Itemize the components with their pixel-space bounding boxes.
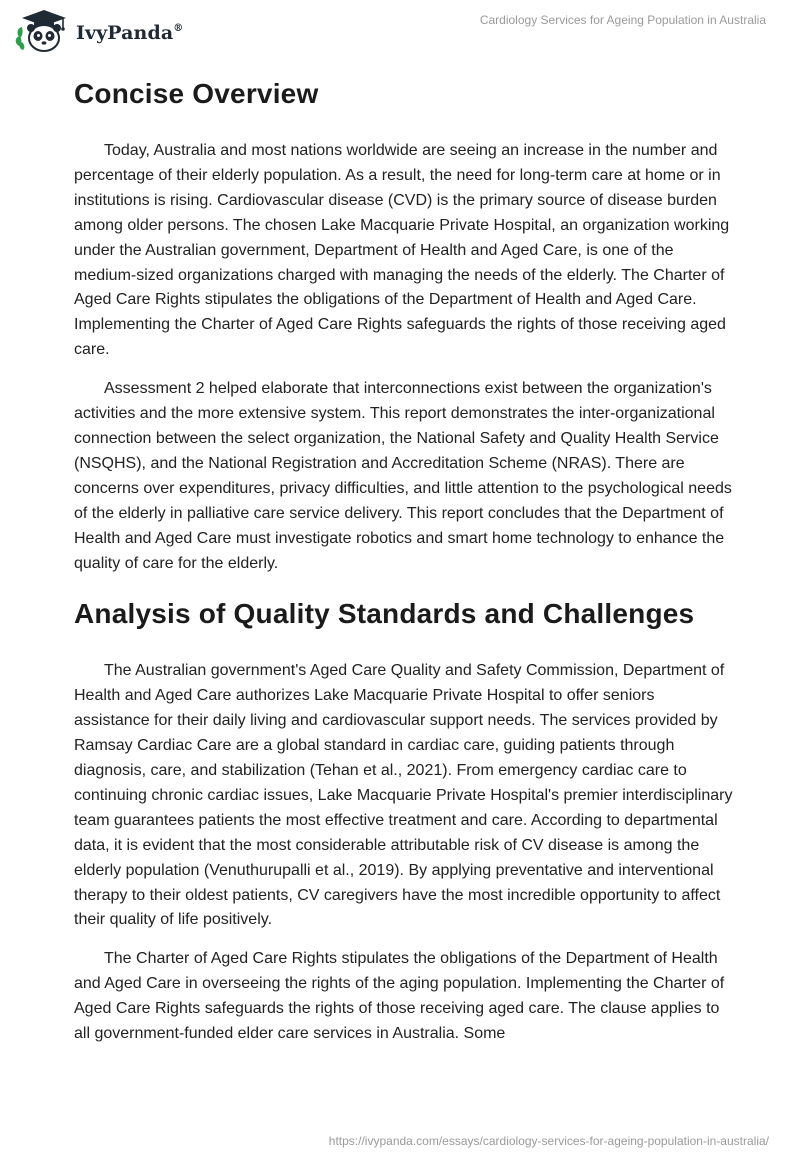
paragraph: Assessment 2 helped elaborate that interconnections exist between the organization's activities and the more extensive system. This report demonstrates the inter-organizational connection between the select organization, the National Safety and Quality Health Service (NSQHS), and the National Registration and Accreditation Scheme (NRAS). There are concerns over expenditures, privacy difficulties, and little attention to the psychological needs of the elderly in palliative care service delivery. This report concludes that the Department of Health and Aged Care must investigate robotics and smart home technology to enhance the quality of care for the elderly.	[74, 380, 732, 572]
paragraph: The Charter of Aged Care Rights stipulates the obligations of the Department of Health and Aged Care in overseeing the rights of the aging population. Implementing the Charter of Aged Care Rights safeguards the rights of those receiving aged care. The clause applies to all government-funded elder care services in Australia. Some	[74, 950, 725, 1043]
panda-graduate-icon	[14, 8, 70, 54]
paragraph: Today, Australia and most nations worldwide are seeing an increase in the number and percentage of their elderly population. As a result, the need for long-term care at home or in institutions is rising. Cardiovascular disease (CVD) is the primary source of disease burden among older persons. The chosen Lake Macquarie Private Hospital, an organization working under the Australian government, Department of Health and Aged Care, is one of the medium-sized organizations charged with managing the needs of the elderly. The Charter of Aged Care Rights stipulates the obligations of the Department of Health and Aged Care. Implementing the Charter of Aged Care Rights safeguards the rights of those receiving aged care.	[74, 142, 730, 359]
section-heading: Concise Overview	[74, 78, 319, 109]
brand-name: IvyPanda®	[76, 22, 184, 44]
source-url[interactable]: https://ivypanda.com/essays/cardiology-services-for-ageing-population-in-australia/	[328, 1134, 769, 1148]
document-title: Cardiology Services for Ageing Population in Australia	[479, 13, 766, 27]
paragraph: The Australian government's Aged Care Quality and Safety Commission, Department of Health and Aged Care authorizes Lake Macquarie Private Hospital to offer seniors assistance for their daily living and cardiovascular support needs. The services provided by Ramsay Cardiac Care are a global standard in cardiac care, guiding patients through diagnosis, care, and stabilization (Tehan et al., 2021). From emergency cardiac care to continuing chronic cardiac issues, Lake Macquarie Private Hospital's premier interdisciplinary team guarantees patients the most effective treatment and care. According to departmental data, it is evident that the most considerable attributable risk of CV disease is among the elderly population (Venuthurupalli et al., 2019). By applying preventative and interventional therapy to their oldest patients, CV caregivers have the most incredible opportunity to affect their quality of life positively.	[74, 662, 733, 929]
ivypanda-logo[interactable]	[14, 8, 183, 54]
section-heading: Analysis of Quality Standards and Challenges	[74, 598, 695, 630]
page-header	[0, 0, 800, 60]
essay-body	[74, 68, 734, 1047]
